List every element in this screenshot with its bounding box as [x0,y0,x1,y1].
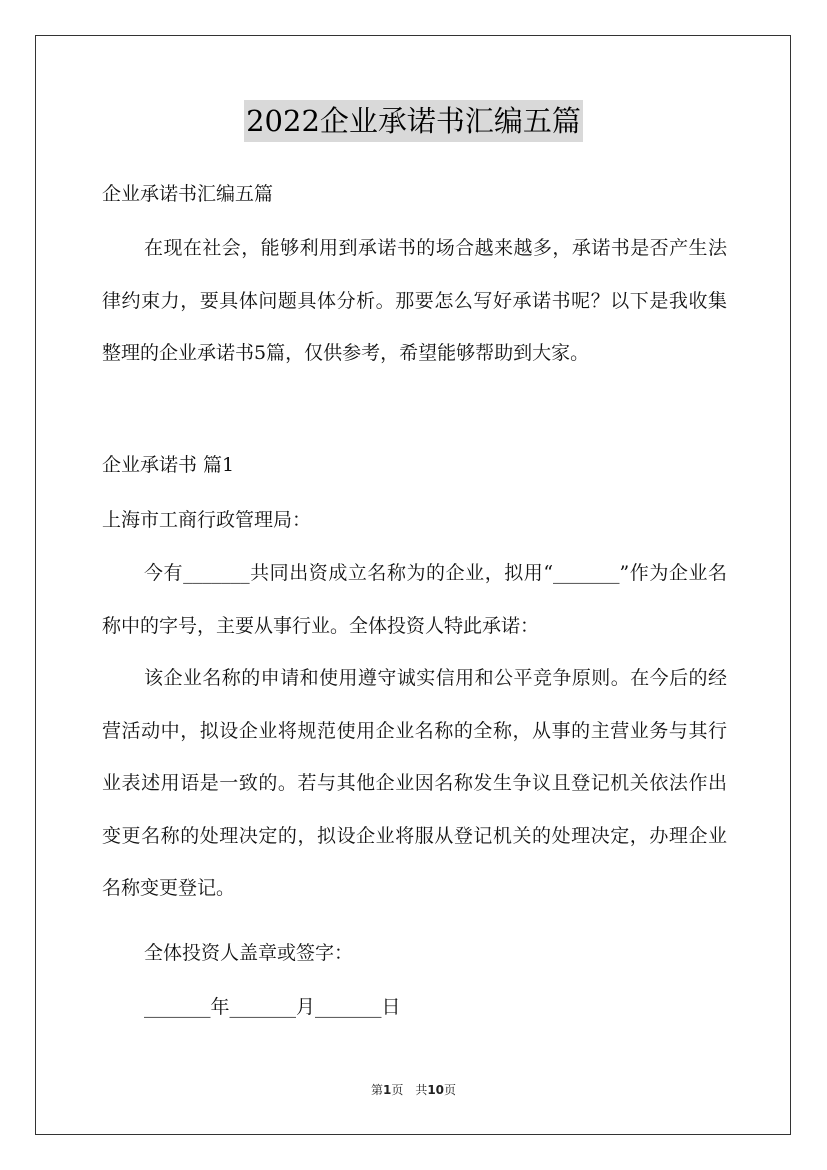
addressee: 上海市工商行政管理局： [102,509,312,531]
date-line: _______年_______月_______日 [144,996,401,1018]
title-container [0,100,827,142]
page-suffix: 页 [444,1083,457,1097]
page-footer [0,1082,827,1098]
section-heading: 企业承诺书 篇1 [102,454,235,476]
page-mid: 页 共 [391,1083,428,1097]
commitment-paragraph-2: 该企业名称的申请和使用遵守诚实信用和公平竞争原则。在今后的经营活动中，拟设企业将规范使用企业名称的全称，从事的主营业务与其行业表述用语是一致的。若与其他企业因名称发生争议且登记机关依法作出变更名称的处理决定的，拟设企业将服从登记机关的处理决定，办理企业名称变更登记。 [102,667,727,899]
page-prefix: 第 [370,1083,383,1097]
signature-line: 全体投资人盖章或签字： [144,942,354,964]
document-title: 2022企业承诺书汇编五篇 [244,100,583,142]
document-subtitle: 企业承诺书汇编五篇 [102,183,274,205]
commitment-paragraph-1: 今有_______共同出资成立名称为的企业，拟用“_______”作为企业名称中的字号，主要从事行业。全体投资人特此承诺： [102,562,727,637]
page-current: 1 [382,1083,392,1097]
intro-paragraph: 在现在社会，能够利用到承诺书的场合越来越多，承诺书是否产生法律约束力，要具体问题具体分析。那要怎么写好承诺书呢？以下是我收集整理的企业承诺书5篇，仅供参考，希望能够帮助到大家。 [102,237,727,364]
page-total: 10 [427,1083,445,1097]
